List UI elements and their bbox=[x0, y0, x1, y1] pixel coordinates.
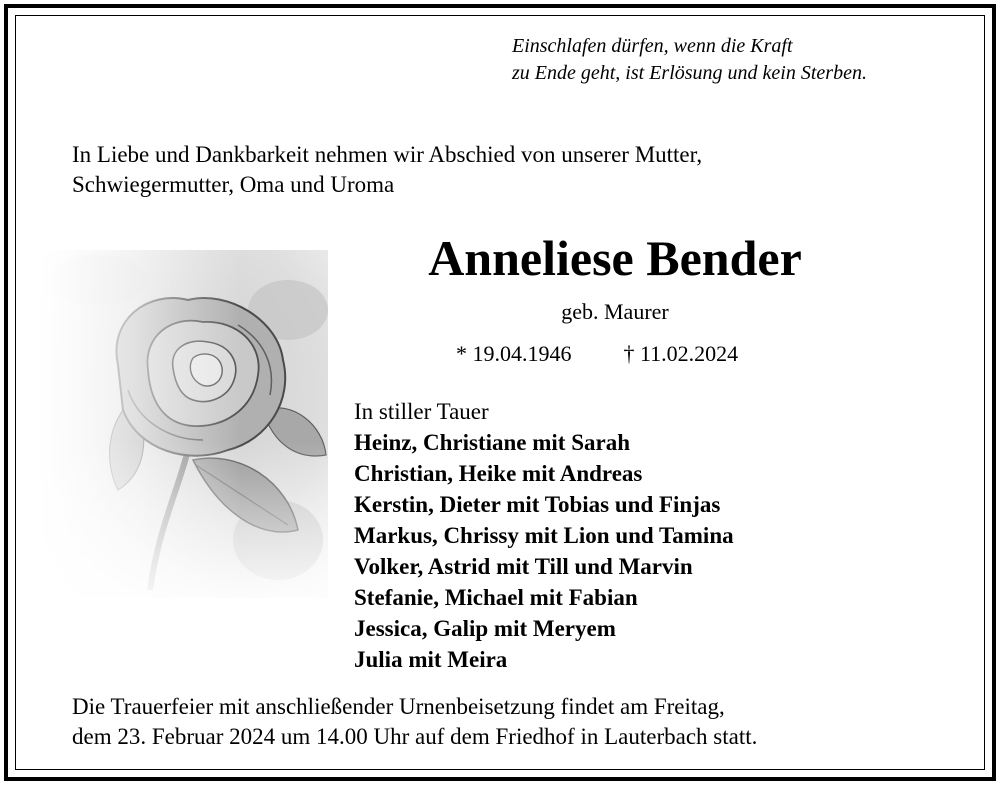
mourner-family: Volker, Astrid mit Till und Marvin bbox=[354, 554, 693, 579]
mourners-lead: In stiller Tauer bbox=[354, 399, 489, 424]
funeral-notice bbox=[72, 692, 757, 752]
rose-image bbox=[38, 250, 328, 598]
mourners-list bbox=[354, 396, 734, 675]
mourner-family: Jessica, Galip mit Meryem bbox=[354, 616, 616, 641]
motto-quote bbox=[512, 33, 867, 87]
mourner-family: Christian, Heike mit Andreas bbox=[354, 461, 643, 486]
mourner-family: Heinz, Christiane mit Sarah bbox=[354, 430, 630, 455]
funeral-line-1: Die Trauerfeier mit anschließender Urnenbeisetzung findet am Freitag, bbox=[72, 694, 725, 719]
mourner-family: Julia mit Meira bbox=[354, 647, 508, 672]
intro-text bbox=[72, 140, 702, 200]
maiden-name: geb. Maurer bbox=[561, 299, 669, 324]
mourner-family: Kerstin, Dieter mit Tobias und Finjas bbox=[354, 492, 721, 517]
funeral-line-2: dem 23. Februar 2024 um 14.00 Uhr auf dem Friedhof in Lauterbach statt. bbox=[72, 724, 758, 749]
motto-line-2: zu Ende geht, ist Erlösung und kein Sterben. bbox=[512, 62, 867, 84]
mourner-family: Markus, Chrissy mit Lion und Tamina bbox=[354, 523, 734, 548]
death-date: † 11.02.2024 bbox=[623, 341, 739, 366]
deceased-name: Anneliese Bender bbox=[428, 230, 802, 286]
birth-date: * 19.04.1946 bbox=[456, 341, 572, 366]
motto-line-1: Einschlafen dürfen, wenn die Kraft bbox=[512, 35, 793, 57]
mourner-family: Stefanie, Michael mit Fabian bbox=[354, 585, 638, 610]
intro-line-1: In Liebe und Dankbarkeit nehmen wir Abschied von unserer Mutter, bbox=[72, 142, 703, 167]
intro-line-2: Schwiegermutter, Oma und Uroma bbox=[72, 172, 395, 197]
life-dates bbox=[456, 340, 738, 368]
